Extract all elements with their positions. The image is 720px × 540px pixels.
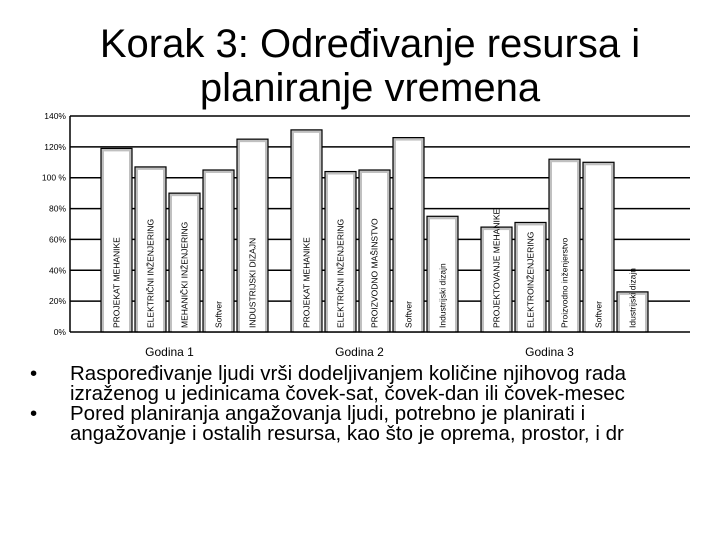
bullet-item — [30, 404, 690, 444]
bullet-marker: • — [30, 402, 38, 425]
group-label: Godina 3 — [525, 345, 574, 359]
bar-label: ELEKTROINŽENJERING — [525, 231, 536, 328]
y-tick-label: 0% — [53, 327, 66, 337]
bullet-marker: • — [30, 362, 38, 385]
bar-label: PROIZVODNO MAŠINSTVO — [369, 218, 380, 328]
y-tick-label: 140% — [44, 111, 66, 121]
bar-label: Idustrijski dizajn — [627, 268, 638, 328]
bar-label: ELEKTRIČNI INŽENJERING — [335, 218, 346, 328]
bar-label: ELEKTRIČNI INŽENJERING — [145, 218, 156, 328]
group-label: Godina 1 — [145, 345, 194, 359]
y-tick-label: 120% — [44, 141, 66, 152]
y-axis-ticks — [42, 111, 67, 337]
y-tick-label: 80% — [48, 203, 66, 214]
y-tick-label: 20% — [48, 296, 66, 307]
bar-label: Industrijski dizajn — [437, 263, 448, 328]
y-tick-label: 100 % — [41, 172, 66, 183]
bar-label: MEHANIČKI INŽENJERING — [179, 221, 190, 328]
bullet-text: Raspoređivanje ljudi vrši dodeljivanjem količine njihovog rada izraženog u jedinicama čovek-sat, čovek-dan ili čovek-mesec — [70, 362, 627, 405]
bar-label: INDUSTRIJSKI DIZAJN — [247, 237, 258, 328]
bar-label: Softver — [593, 301, 604, 328]
bar-label: PROJEKAT MEHANIKE — [301, 237, 312, 328]
group-labels — [145, 345, 574, 359]
slide-title: Korak 3: Određivanje resursa i planiranje vremena — [99, 22, 641, 110]
y-tick-label: 40% — [48, 265, 66, 276]
bullet-list — [30, 364, 690, 444]
bar-label: Softver — [213, 301, 224, 328]
bar-label: PROJEKTOVANJE MEHANIKE — [491, 208, 502, 328]
bullet-item — [30, 364, 690, 404]
bar-label: Softver — [403, 301, 414, 328]
bullet-text: Pored planiranja angažovanja ljudi, potrebno je planirati i angažovanje i ostalih resursa, kao što je oprema, prostor, i dr — [70, 402, 624, 445]
y-tick-label: 60% — [48, 234, 66, 245]
group-label: Godina 2 — [335, 345, 384, 359]
bar-label: Proizvodno inženjerstvo — [559, 237, 570, 328]
bar-label: PROJEKAT MEHANIKE — [111, 237, 122, 328]
